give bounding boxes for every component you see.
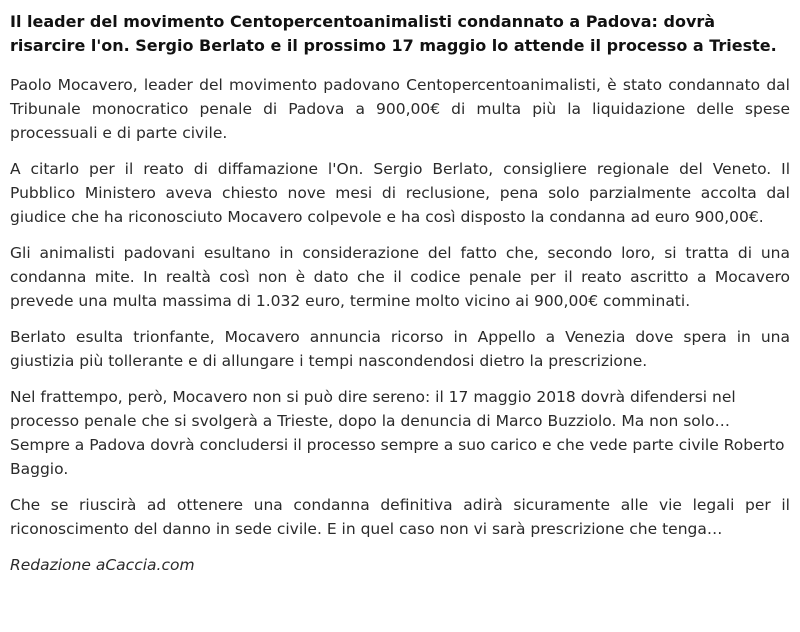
article-signature: Redazione aCaccia.com [10,556,195,574]
article-paragraph: Che se riuscirà ad ottenere una condanna definitiva adirà sicuramente alle vie legali per il riconoscimento del danno in sede civile. E in quel caso non vi sarà prescrizione che tenga… [10,496,790,538]
article-paragraph: A citarlo per il reato di diffamazione l'On. Sergio Berlato, consigliere regionale del Veneto. Il Pubblico Ministero aveva chiesto nove mesi di reclusione, pena solo parzialmente accolta dal giudice che ha riconosciuto Mocavero colpevole e ha così disposto la condanna ad euro 900,00€. [10,160,790,226]
article-paragraph: Nel frattempo, però, Mocavero non si può dire sereno: il 17 maggio 2018 dovrà difendersi nel processo penale che si svolgerà a Trieste, dopo la denuncia di Marco Buzziolo. Ma non solo… Sempre a Padova dovrà concludersi il processo sempre a suo carico e che vede parte civile Roberto Baggio. [10,388,785,478]
article-paragraph: Paolo Mocavero, leader del movimento padovano Centopercentoanimalisti, è stato condannato dal Tribunale monocratico penale di Padova a 900,00€ di multa più la liquidazione delle spese processuali e di parte civile. [10,76,790,142]
article-paragraph: Gli animalisti padovani esultano in considerazione del fatto che, secondo loro, si tratta di una condanna mite. In realtà così non è dato che il codice penale per il reato ascritto a Mocavero prevede una multa massima di 1.032 euro, termine molto vicino ai 900,00€ comminati. [10,244,790,310]
article-headline: Il leader del movimento Centopercentoanimalisti condannato a Padova: dovrà risarcire l'on. Sergio Berlato e il prossimo 17 maggio lo attende il processo a Trieste. [10,12,777,55]
article-paragraph: Berlato esulta trionfante, Mocavero annuncia ricorso in Appello a Venezia dove spera in una giustizia più tollerante e di allungare i tempi nascondendosi dietro la prescrizione. [10,328,790,370]
